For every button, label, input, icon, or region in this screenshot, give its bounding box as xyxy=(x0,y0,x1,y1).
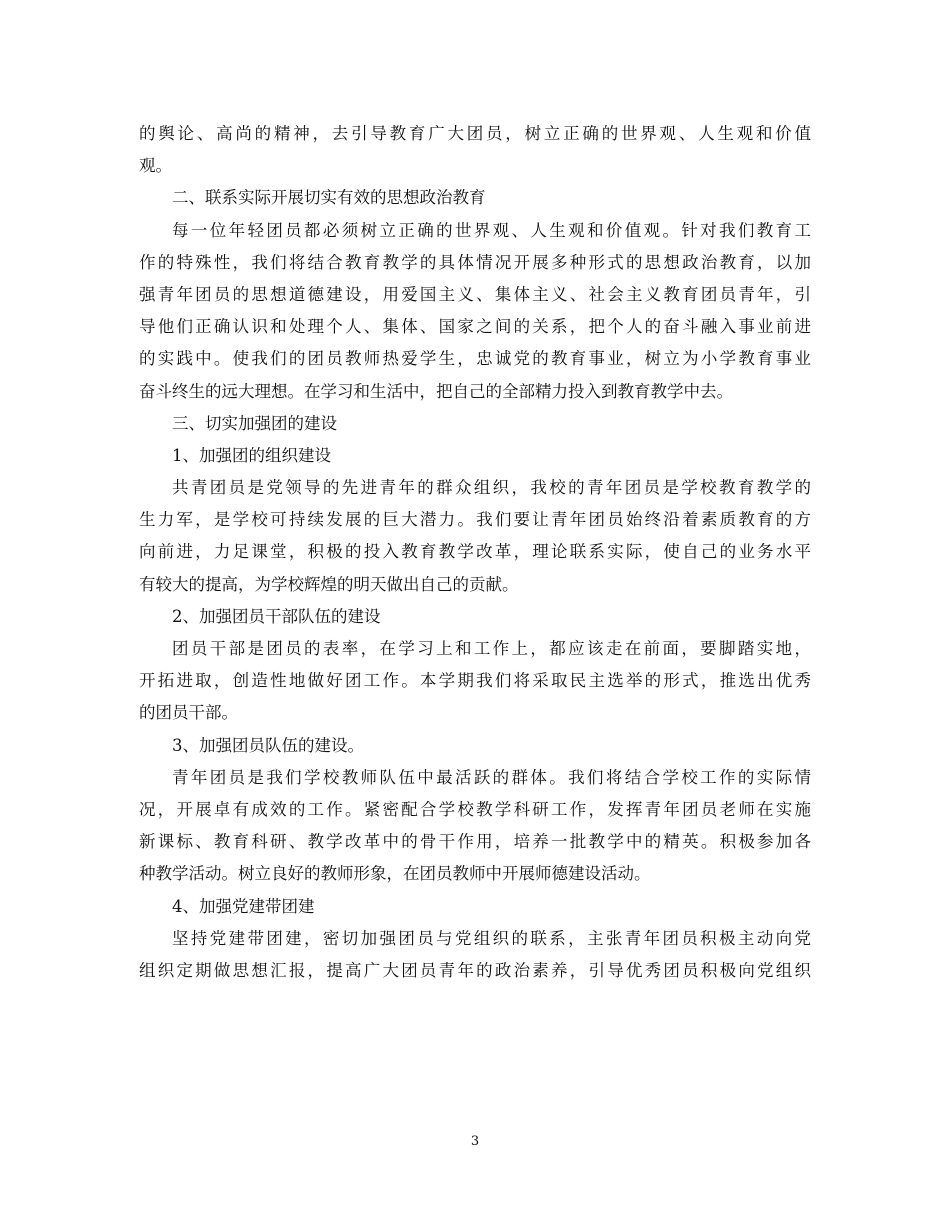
paragraph-p-education xyxy=(139,215,811,408)
paragraph-subheading-3-4 xyxy=(139,891,811,923)
paragraph-p-cadres xyxy=(139,633,811,730)
text-line: 导他们正确认识和处理个人、集体、国家之间的关系，把个人的奋斗融入事业前进 xyxy=(139,317,811,337)
text-line: 生力军，是学校可持续发展的巨大潜力。我们要让青年团员始终沿着素质教育的方 xyxy=(139,510,811,530)
text-line: 坚持党建带团建，密切加强团员与党组织的联系，主张青年团员积极主动向党 xyxy=(172,928,811,948)
text-line: 种教学活动。树立良好的教师形象，在团员教师中开展师德建设活动。 xyxy=(139,864,651,884)
paragraph-p-continuation xyxy=(139,118,811,182)
text-line: 青年团员是我们学校教师队伍中最活跃的群体。我们将结合学校工作的实际情 xyxy=(172,767,811,787)
text-line: 团员干部是团员的表率，在学习上和工作上，都应该走在前面，要脚踏实地， xyxy=(172,639,811,658)
document-body xyxy=(139,118,811,987)
text-line: 二、联系实际开展切实有效的思想政治教育 xyxy=(172,188,486,208)
paragraph-subheading-3-1 xyxy=(139,440,811,472)
text-line: 3、加强团员队伍的建设。 xyxy=(172,735,364,755)
paragraph-subheading-3-3 xyxy=(139,730,811,762)
page-number: 3 xyxy=(470,1134,480,1149)
text-line: 观。 xyxy=(139,156,172,176)
paragraph-subheading-3-2 xyxy=(139,601,811,633)
paragraph-heading-2 xyxy=(139,182,811,214)
text-line: 向前进，力足课堂，积极的投入教育教学改革，理论联系实际，使自己的业务水平 xyxy=(139,542,811,562)
text-line: 每一位年轻团员都必须树立正确的世界观、人生观和价值观。针对我们教育工 xyxy=(172,220,811,240)
text-line: 4、加强党建带团建 xyxy=(172,896,315,916)
text-line: 组织定期做思想汇报，提高广大团员青年的政治素养，引导优秀团员积极向党组织 xyxy=(139,960,811,980)
text-line: 况，开展卓有成效的工作。紧密配合学校教学科研工作，发挥青年团员老师在实施 xyxy=(139,799,811,819)
text-line: 有较大的提高，为学校辉煌的明天做出自己的贡献。 xyxy=(139,574,519,594)
text-line: 强青年团员的思想道德建设，用爱国主义、集体主义、社会主义教育团员青年，引 xyxy=(139,284,811,304)
text-line: 1、加强团的组织建设 xyxy=(172,445,331,465)
text-line: 奋斗终生的远大理想。在学习和生活中，把自己的全部精力投入到教育教学中去。 xyxy=(139,381,733,401)
text-line: 的实践中。使我们的团员教师热爱学生，忠诚党的教育事业，树立为小学教育事业 xyxy=(139,349,811,369)
paragraph-p-organization xyxy=(139,472,811,601)
paragraph-p-members xyxy=(139,762,811,891)
text-line: 作的特殊性，我们将结合教育教学的具体情况开展多种形式的思想政治教育，以加 xyxy=(139,252,811,272)
paragraph-p-party xyxy=(139,923,811,987)
text-line: 2、加强团员干部队伍的建设 xyxy=(172,606,381,626)
text-line: 三、切实加强团的建设 xyxy=(172,413,337,433)
paragraph-heading-3 xyxy=(139,408,811,440)
text-line: 开拓进取，创造性地做好团工作。本学期我们将采取民主选举的形式，推选出优秀 xyxy=(139,671,811,691)
text-line: 共青团员是党领导的先进青年的群众组织，我校的青年团员是学校教育教学的 xyxy=(172,478,811,498)
text-line: 的舆论、高尚的精神，去引导教育广大团员，树立正确的世界观、人生观和价值 xyxy=(139,124,811,143)
text-line: 新课标、教育科研、教学改革中的骨干作用，培养一批教学中的精英。积极参加各 xyxy=(139,832,811,852)
text-line: 的团员干部。 xyxy=(139,703,238,723)
